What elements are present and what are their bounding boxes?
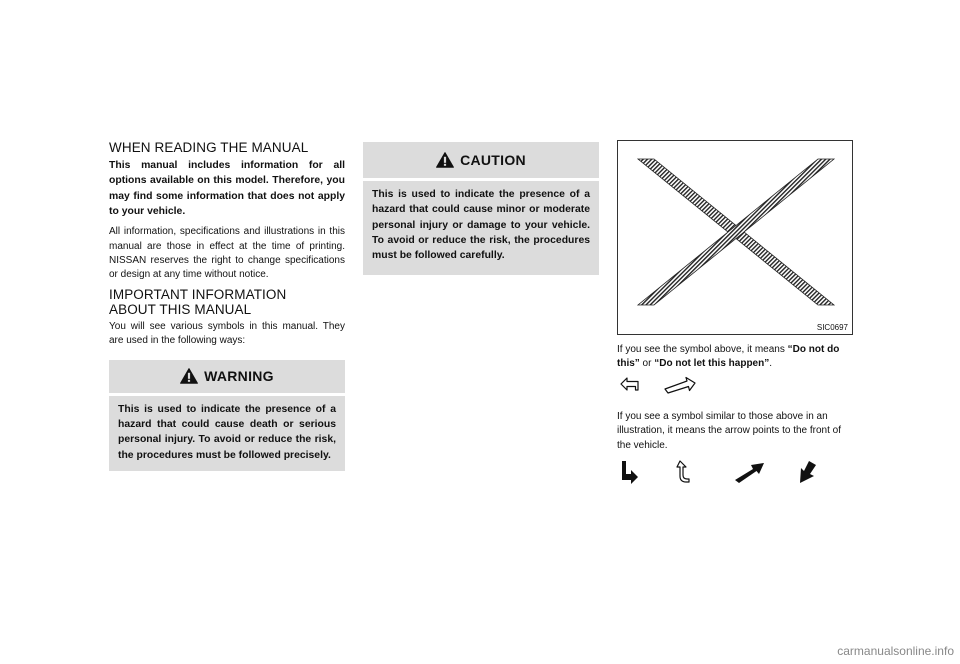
section-heading-important: IMPORTANT INFORMATION ABOUT THIS MANUAL bbox=[109, 286, 287, 317]
section-heading-reading: WHEN READING THE MANUAL bbox=[109, 140, 309, 155]
do-not-figure bbox=[617, 140, 853, 335]
left-column bbox=[109, 140, 345, 471]
caution-text: This is used to indicate the presence of a hazard that could cause minor or moderate personal injury or damage to your vehicle. To avoid or reduce the risk, the procedures must be followed carefully. bbox=[372, 189, 590, 262]
symbol-text-prefix: If you see the symbol above, it means bbox=[617, 344, 788, 355]
warning-triangle-icon bbox=[436, 152, 454, 168]
symbol-text-suffix: . bbox=[769, 358, 773, 370]
solid-arrow-down-icon bbox=[795, 459, 819, 485]
solid-arrow-diagonal-icon bbox=[733, 460, 767, 484]
outline-arrow-icons bbox=[617, 376, 853, 396]
warning-box bbox=[109, 360, 345, 471]
warning-triangle-icon bbox=[180, 368, 198, 384]
cross-x-icon bbox=[618, 141, 852, 334]
outline-arrow-down-icon bbox=[675, 459, 697, 485]
phrase-do-not-let: “Do not let this happen” bbox=[654, 358, 770, 370]
footer-watermark[interactable]: carmanualsonline.info bbox=[837, 644, 954, 658]
right-column bbox=[617, 140, 853, 485]
outline-arrow-left-icon bbox=[619, 376, 641, 396]
warning-title: WARNING bbox=[204, 368, 274, 385]
caution-header bbox=[363, 142, 599, 181]
section-body: All information, specifications and illustrations in this manual are those in effect at the time of printing. NISSAN reserves the right to change specifications or design at any time without notice. bbox=[109, 226, 345, 281]
outline-arrow-angled-icon bbox=[663, 376, 697, 396]
caution-box bbox=[363, 142, 599, 275]
front-arrow-icons bbox=[617, 459, 853, 485]
symbol-text-or: or bbox=[639, 358, 655, 370]
middle-column bbox=[363, 142, 599, 275]
arrow-explanation: If you see a symbol similar to those above in an illustration, it means the arrow points to the front of the vehicle. bbox=[617, 410, 841, 451]
section-intro: You will see various symbols in this manual. They are used in the following ways: bbox=[109, 320, 345, 347]
section-bold-note: This manual includes information for all options available on this model. Therefore, you may find some information that does not apply to your vehicle. bbox=[109, 160, 345, 217]
solid-arrow-curved-icon bbox=[619, 459, 641, 485]
warning-text: This is used to indicate the presence of a hazard that could cause death or serious personal injury. To avoid or reduce the risk, the procedures must be followed precisely. bbox=[118, 403, 336, 461]
phrase-do-not-do: “Do not do this” bbox=[617, 344, 840, 370]
caution-title: CAUTION bbox=[460, 152, 526, 168]
symbol-explanation bbox=[617, 343, 853, 372]
figure-code: SIC0697 bbox=[816, 323, 848, 332]
warning-header bbox=[109, 360, 345, 396]
